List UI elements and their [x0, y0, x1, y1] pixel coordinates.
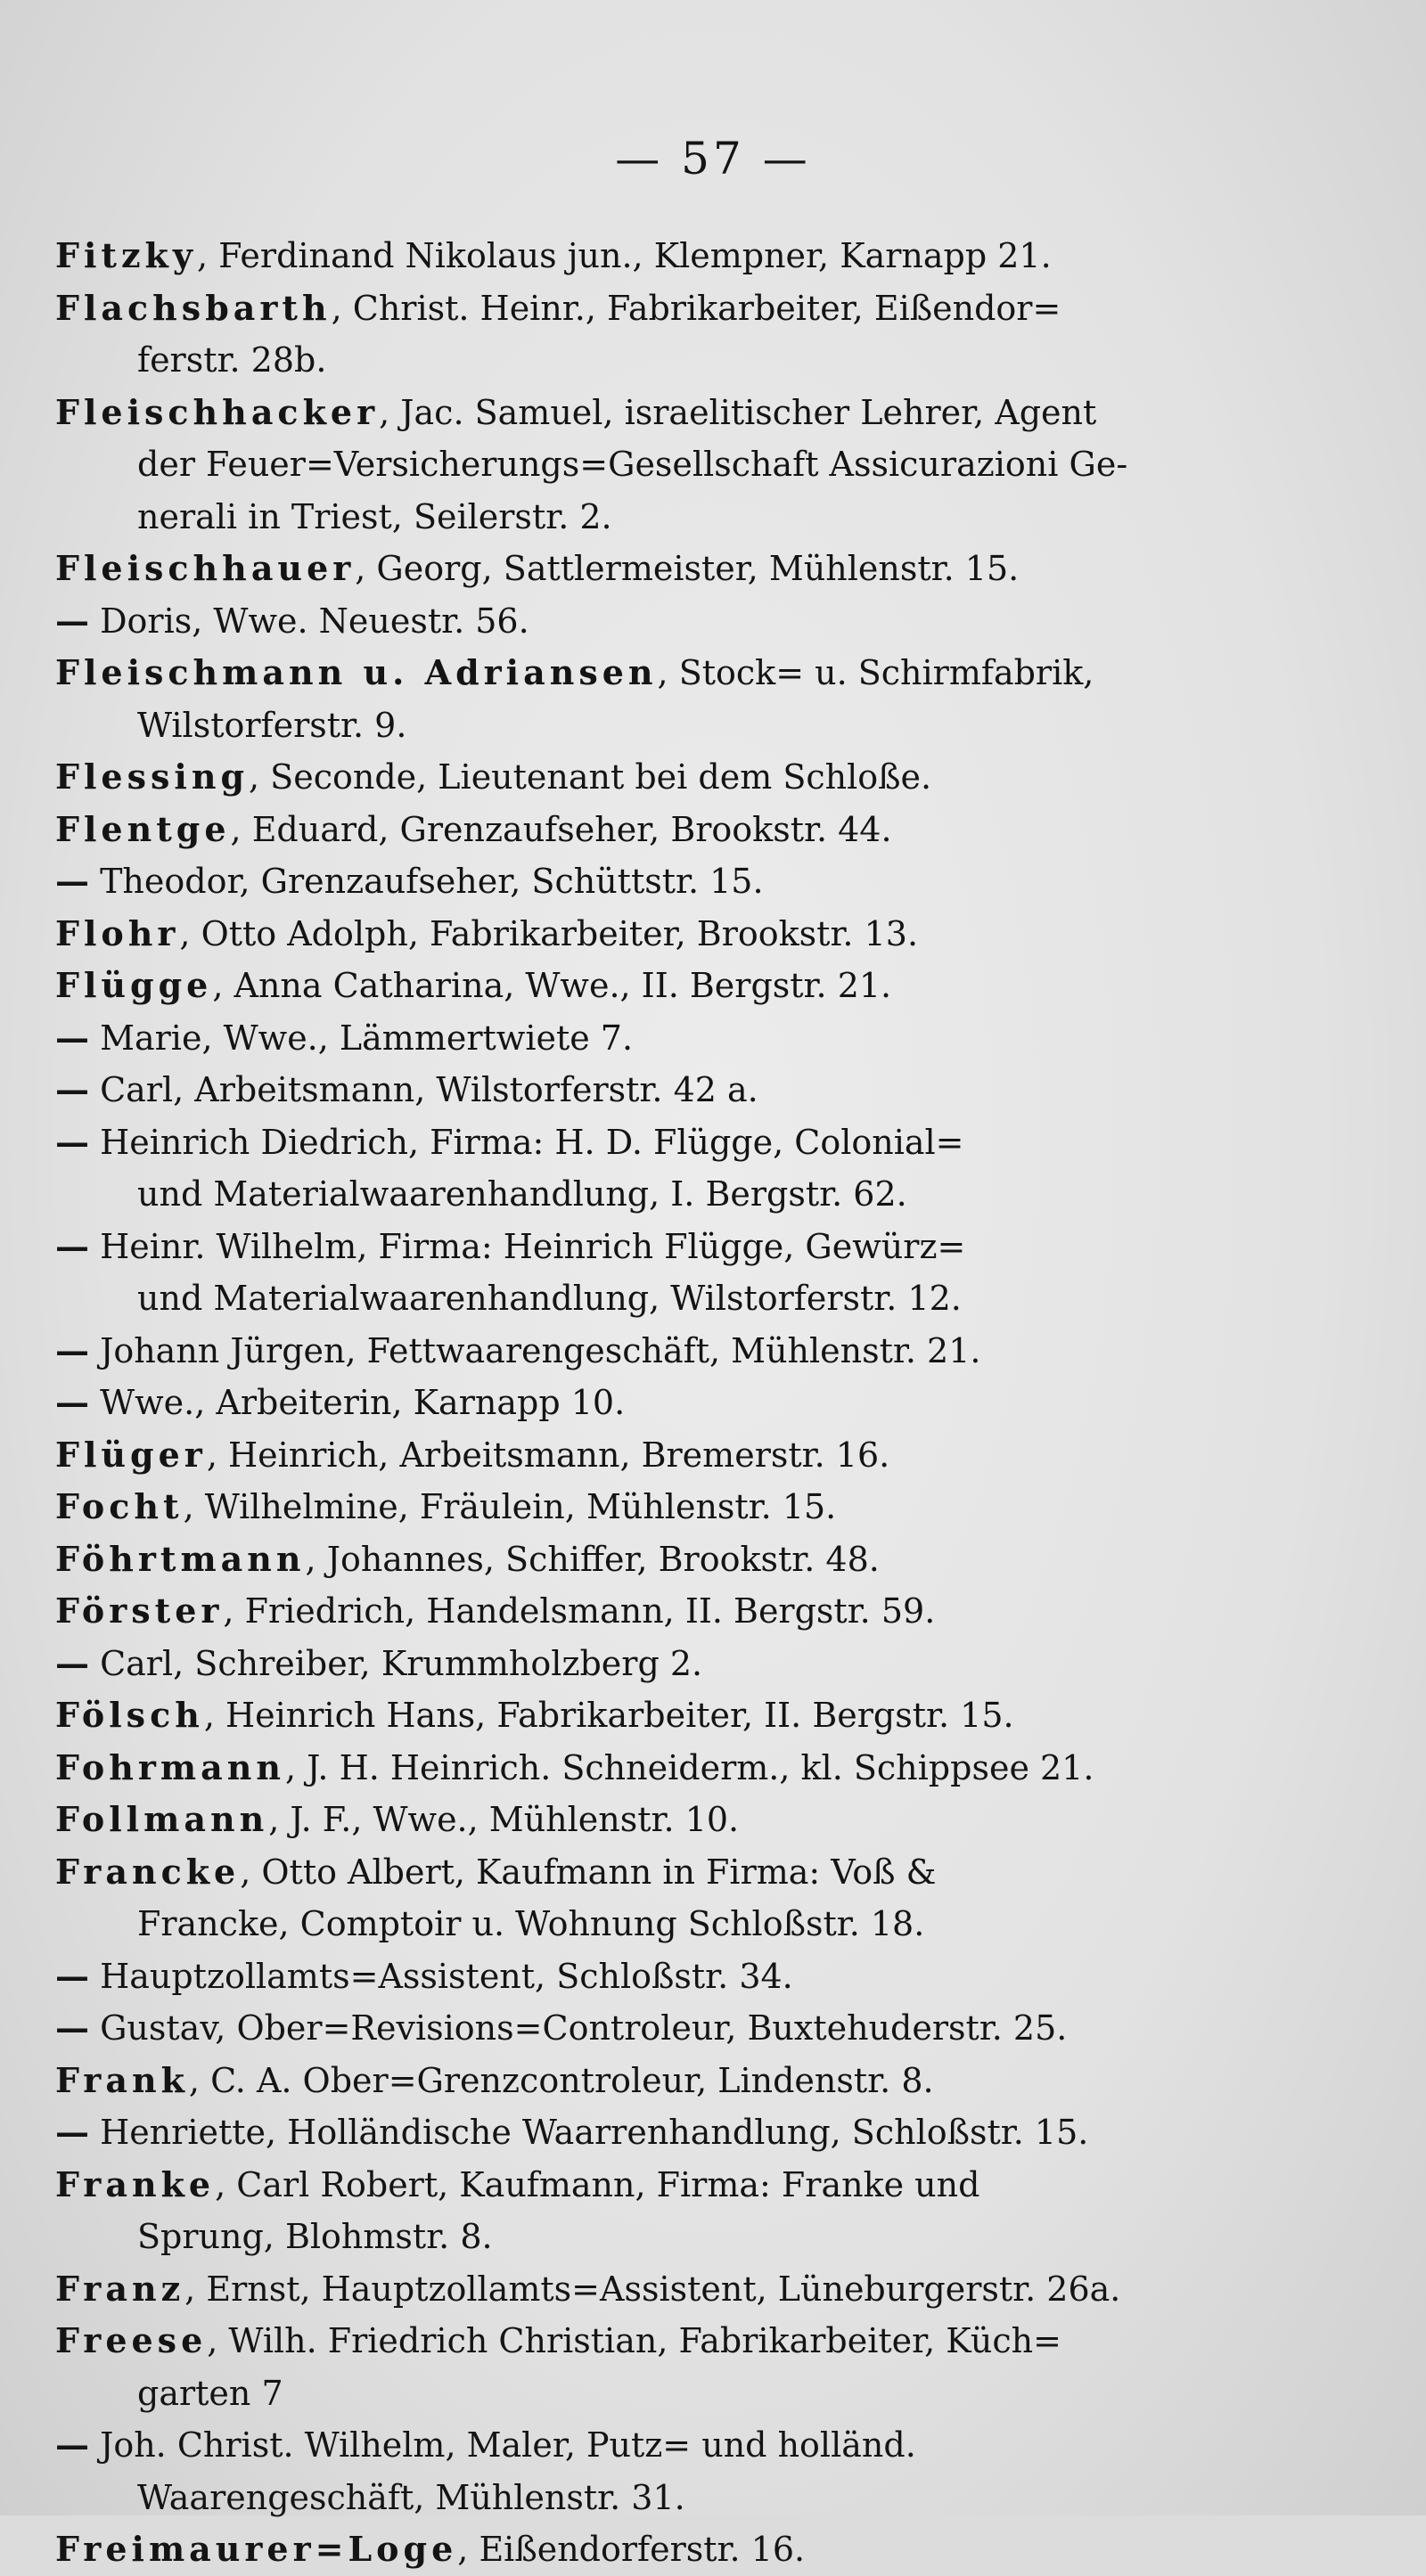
entry-name: Flügge	[55, 965, 213, 1005]
entry-line	[55, 908, 1169, 961]
directory-entry	[55, 2106, 1169, 2159]
entry-name: Freimaurer=Loge	[55, 2529, 458, 2569]
entry-continuation-line	[55, 2367, 1169, 2420]
entry-text: , Heinrich, Arbeitsmann, Bremerstr. 16.	[206, 1435, 890, 1475]
directory-entry	[55, 543, 1169, 595]
entry-name: Focht	[55, 1486, 184, 1526]
directory-entry	[55, 2315, 1169, 2419]
ditto-dash: —	[55, 1121, 89, 1162]
directory-entry	[55, 1429, 1169, 1482]
ditto-dash: —	[55, 1225, 89, 1266]
entry-text: , Heinrich Hans, Fabrikarbeiter, II. Bergstr. 15.	[203, 1696, 1014, 1735]
entry-line	[55, 1794, 1169, 1846]
entry-line	[55, 2263, 1169, 2316]
entry-line	[55, 230, 1169, 282]
directory-entry	[55, 1585, 1169, 1638]
directory-entry	[55, 960, 1169, 1012]
entry-continuation-line	[55, 1168, 1169, 1221]
directory-entry	[55, 1846, 1169, 1950]
ditto-dash: —	[55, 1329, 89, 1370]
directory-entry	[55, 282, 1169, 387]
entry-line	[55, 960, 1169, 1012]
entry-text: Francke, Comptoir u. Wohnung Schloßstr. 18.	[137, 1904, 925, 1943]
directory-entry	[55, 2263, 1169, 2316]
directory-entry	[55, 1221, 1169, 1325]
entry-text: und Materialwaarenhandlung, I. Bergstr. 62.	[137, 1174, 907, 1214]
entry-line	[55, 282, 1169, 335]
page-number: — 57 —	[615, 133, 811, 184]
ditto-dash: —	[55, 1642, 89, 1683]
entry-text: Waarengeschäft, Mühlenstr. 31.	[137, 2477, 685, 2517]
entry-line	[55, 2523, 1169, 2576]
entry-text: , Friedrich, Handelsmann, II. Bergstr. 59.	[223, 1591, 936, 1631]
entry-line	[55, 1377, 1169, 1429]
entry-name: Fohrmann	[55, 1746, 285, 1787]
entry-line	[55, 2419, 1169, 2472]
entry-line	[55, 804, 1169, 856]
entry-name: Flüger	[55, 1434, 207, 1475]
entry-text: Carl, Arbeitsmann, Wilstorferstr. 42 a.	[89, 1070, 758, 1109]
entry-line	[55, 751, 1169, 804]
entry-text: , Georg, Sattlermeister, Mühlenstr. 15.	[355, 549, 1020, 588]
ditto-dash: —	[55, 1955, 89, 1996]
entry-line	[55, 543, 1169, 595]
entry-text: , J. F., Wwe., Mühlenstr. 10.	[268, 1800, 740, 1839]
entry-text: Doris, Wwe. Neuestr. 56.	[89, 601, 529, 641]
entry-text: , Wilhelmine, Fräulein, Mühlenstr. 15.	[183, 1487, 837, 1526]
entry-text: , J. H. Heinrich. Schneiderm., kl. Schippsee 21.	[284, 1747, 1094, 1787]
entry-text: der Feuer=Versicherungs=Gesellschaft Assicurazioni Ge-	[137, 445, 1128, 484]
entry-name: Franz	[55, 2268, 185, 2309]
entry-name: Fölsch	[55, 1695, 204, 1735]
entry-text: , Otto Adolph, Fabrikarbeiter, Brookstr. 13.	[179, 913, 919, 953]
entry-text: Wilstorferstr. 9.	[137, 705, 407, 745]
entry-name: Flentge	[55, 808, 231, 849]
entry-name: Fleischhauer	[55, 548, 356, 588]
entry-text: , Johannes, Schiffer, Brookstr. 48.	[305, 1539, 880, 1579]
directory-entry	[55, 1377, 1169, 1429]
entry-text: Joh. Christ. Wilhelm, Maler, Putz= und holländ.	[89, 2425, 916, 2465]
directory-entry	[55, 1950, 1169, 2003]
entry-text: Johann Jürgen, Fettwaarengeschäft, Mühlenstr. 21.	[89, 1330, 981, 1370]
directory-entry	[55, 2055, 1169, 2107]
entry-text: , Seconde, Lieutenant bei dem Schloße.	[249, 757, 932, 797]
entry-line	[55, 1481, 1169, 1533]
directory-entry	[55, 1064, 1169, 1116]
entry-text: , Jac. Samuel, israelitischer Lehrer, Agent	[379, 392, 1097, 432]
entry-name: Flohr	[55, 912, 180, 953]
ditto-dash: —	[55, 2112, 89, 2152]
directory-entry	[55, 2159, 1169, 2263]
entry-text: Sprung, Blohmstr. 8.	[137, 2217, 493, 2256]
entry-line	[55, 647, 1169, 699]
directory-entry	[55, 908, 1169, 961]
entry-name: Follmann	[55, 1799, 269, 1839]
directory-entry	[55, 1533, 1169, 1586]
entry-text: und Materialwaarenhandlung, Wilstorferstr. 12.	[137, 1279, 962, 1318]
directory-entry	[55, 2002, 1169, 2055]
entry-line	[55, 1950, 1169, 2003]
entry-continuation-line	[55, 491, 1169, 544]
entry-line	[55, 1064, 1169, 1116]
directory-entry	[55, 751, 1169, 804]
directory-entry	[55, 387, 1169, 544]
entry-name: Förster	[55, 1591, 224, 1631]
entry-line	[55, 2055, 1169, 2107]
entry-text: Carl, Schreiber, Krummholzberg 2.	[89, 1643, 703, 1683]
entry-text: , Eduard, Grenzaufseher, Brookstr. 44.	[230, 809, 892, 849]
directory-entry	[55, 1638, 1169, 1690]
ditto-dash: —	[55, 1017, 89, 1058]
directory-entries	[55, 230, 1169, 2576]
entry-text: , Wilh. Friedrich Christian, Fabrikarbeiter, Küch=	[207, 2321, 1061, 2360]
entry-line	[55, 2002, 1169, 2055]
ditto-dash: —	[55, 861, 89, 901]
entry-text: , Anna Catharina, Wwe., II. Bergstr. 21.	[212, 966, 892, 1005]
entry-text: , Eißendorferstr. 16.	[457, 2530, 806, 2569]
directory-entry	[55, 1116, 1169, 1221]
entry-text: , Otto Albert, Kaufmann in Firma: Voß &	[240, 1852, 937, 1892]
entry-text: ferstr. 28b.	[137, 340, 327, 380]
entry-name: Freese	[55, 2320, 208, 2360]
entry-line	[55, 595, 1169, 648]
directory-entry	[55, 1481, 1169, 1533]
entry-name: Fitzky	[55, 235, 197, 275]
entry-text: , Stock= u. Schirmfabrik,	[657, 653, 1094, 692]
entry-continuation-line	[55, 334, 1169, 387]
entry-line	[55, 1429, 1169, 1482]
entry-text: Wwe., Arbeiterin, Karnapp 10.	[89, 1383, 626, 1422]
entry-text: Heinrich Diedrich, Firma: H. D. Flügge, Colonial=	[89, 1122, 964, 1162]
entry-line	[55, 1846, 1169, 1899]
entry-name: Francke	[55, 1851, 241, 1892]
directory-entry	[55, 2419, 1169, 2523]
directory-entry	[55, 1325, 1169, 1378]
entry-name: Flessing	[55, 756, 250, 797]
entry-name: Franke	[55, 2163, 216, 2204]
entry-text: garten 7	[137, 2373, 283, 2413]
entry-line	[55, 2159, 1169, 2212]
entry-text: , Carl Robert, Kaufmann, Firma: Franke und	[215, 2164, 980, 2204]
entry-line	[55, 855, 1169, 908]
ditto-dash: —	[55, 2425, 89, 2465]
directory-entry	[55, 1742, 1169, 1795]
directory-entry	[55, 230, 1169, 282]
directory-entry	[55, 804, 1169, 856]
directory-entry	[55, 1689, 1169, 1742]
entry-continuation-line	[55, 1272, 1169, 1325]
entry-continuation-line	[55, 1898, 1169, 1950]
entry-continuation-line	[55, 2472, 1169, 2524]
directory-entry	[55, 2523, 1169, 2576]
entry-name: Föhrtmann	[55, 1538, 306, 1579]
entry-line	[55, 2106, 1169, 2159]
entry-line	[55, 387, 1169, 439]
ditto-dash: —	[55, 1069, 89, 1109]
entry-text: Henriette, Holländische Waarrenhandlung, Schloßstr. 15.	[89, 2113, 1089, 2152]
entry-line	[55, 1638, 1169, 1690]
entry-text: Marie, Wwe., Lämmertwiete 7.	[89, 1018, 634, 1058]
entry-continuation-line	[55, 699, 1169, 752]
entry-line	[55, 1012, 1169, 1065]
entry-name: Fleischhacker	[55, 391, 380, 432]
entry-line	[55, 1689, 1169, 1742]
entry-continuation-line	[55, 2211, 1169, 2263]
ditto-dash: —	[55, 1382, 89, 1422]
directory-entry	[55, 595, 1169, 648]
entry-line	[55, 1116, 1169, 1169]
entry-line	[55, 1221, 1169, 1273]
entry-text: Gustav, Ober=Revisions=Controleur, Buxtehuderstr. 25.	[89, 2008, 1068, 2048]
directory-entry	[55, 855, 1169, 908]
entry-text: , Ferdinand Nikolaus jun., Klempner, Karnapp 21.	[196, 236, 1052, 275]
entry-name: Fleischmann u. Adriansen	[55, 652, 658, 692]
entry-continuation-line	[55, 438, 1169, 491]
ditto-dash: —	[55, 2008, 89, 2048]
entry-line	[55, 1325, 1169, 1378]
entry-name: Frank	[55, 2059, 189, 2100]
entry-name: Flachsbarth	[55, 287, 332, 328]
entry-line	[55, 1533, 1169, 1586]
entry-text: Hauptzollamts=Assistent, Schloßstr. 34.	[89, 1956, 793, 1996]
entry-line	[55, 1585, 1169, 1638]
entry-text: Heinr. Wilhelm, Firma: Heinrich Flügge, Gewürz=	[89, 1226, 966, 1266]
directory-entry	[55, 647, 1169, 751]
entry-text: , Ernst, Hauptzollamts=Assistent, Lüneburgerstr. 26a.	[184, 2269, 1121, 2309]
entry-text: Theodor, Grenzaufseher, Schüttstr. 15.	[89, 862, 764, 901]
ditto-dash: —	[55, 600, 89, 641]
entry-text: nerali in Triest, Seilerstr. 2.	[137, 496, 612, 536]
directory-entry	[55, 1794, 1169, 1846]
entry-line	[55, 2315, 1169, 2367]
directory-entry	[55, 1012, 1169, 1065]
entry-line	[55, 1742, 1169, 1795]
entry-text: , Christ. Heinr., Fabrikarbeiter, Eißendor=	[331, 288, 1061, 328]
entry-text: , C. A. Ober=Grenzcontroleur, Lindenstr. 8.	[188, 2060, 934, 2100]
